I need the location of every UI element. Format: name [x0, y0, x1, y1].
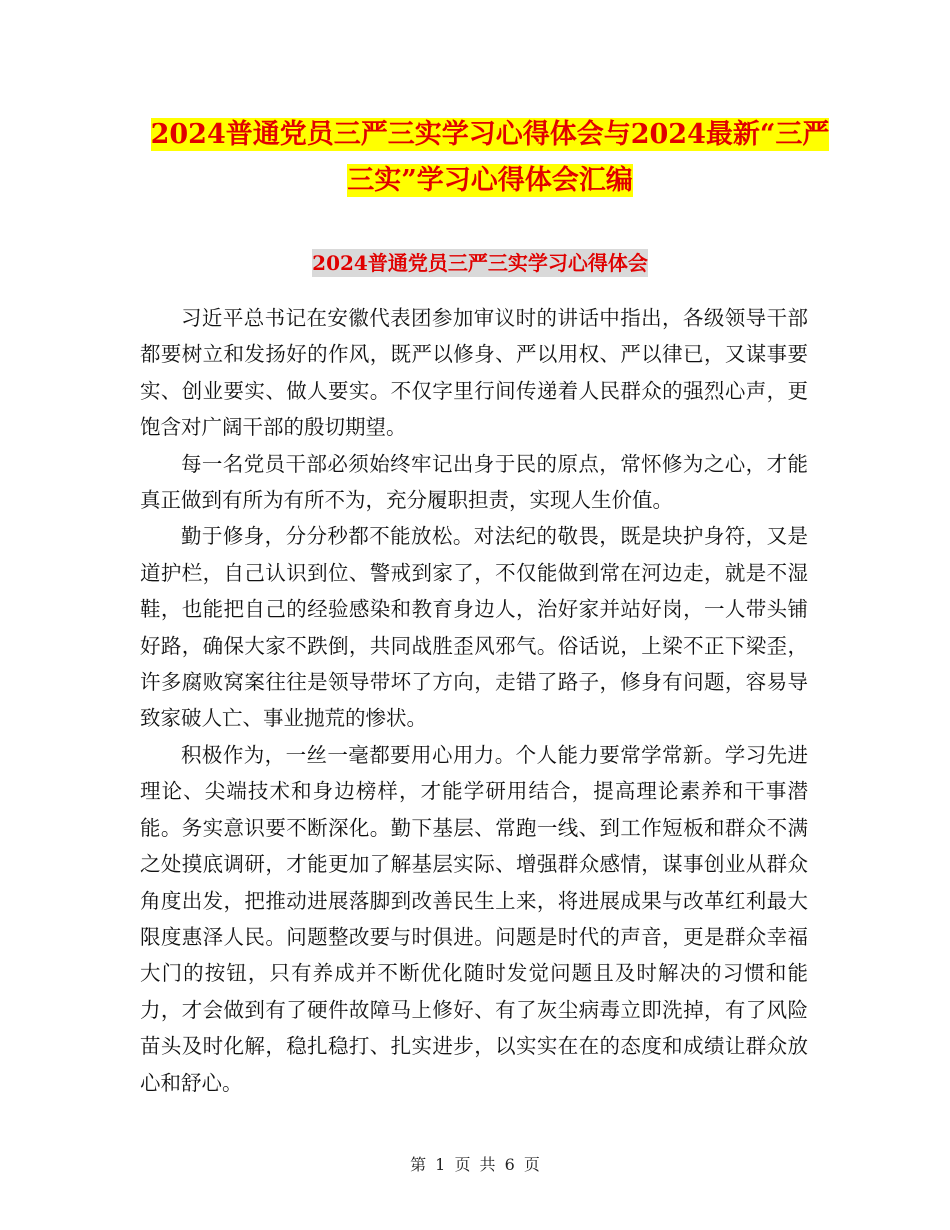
document-title	[140, 112, 840, 204]
document-title-text: 2024普通党员三严三实学习心得体会与2024最新“三严三实”学习心得体会汇编	[150, 119, 830, 196]
paragraph: 积极作为，一丝一毫都要用心用力。个人能力要常学常新。学习先进理论、尖端技术和身边榜样，才能学研用结合，提高理论素养和干事潜能。务实意识要不断深化。勤下基层、常跑一线、到工作短板和群众不满之处摸底调研，才能更加了解基层实际、增强群众感情，谋事创业从群众角度出发，把推动进展落脚到改善民生上来，将进展成果与改革红利最大限度惠泽人民。问题整改要与时俱进。问题是时代的声音，更是群众幸福大门的按钮，只有养成并不断优化随时发觉问题且及时解决的习惯和能力，才会做到有了硬件故障马上修好、有了灰尘病毒立即洗掉，有了风险苗头及时化解，稳扎稳打、扎实进步，以实实在在的态度和成绩让群众放心和舒心。	[140, 742, 808, 1095]
section-title	[140, 248, 820, 278]
paragraph: 勤于修身，分分秒都不能放松。对法纪的敬畏，既是块护身符，又是道护栏，自己认识到位、警戒到家了，不仅能做到常在河边走，就是不湿鞋，也能把自己的经验感染和教育身边人，治好家并站好岗，一人带头铺好路，确保大家不跌倒，共同战胜歪风邪气。俗话说，上梁不正下梁歪，许多腐败窝案往往是领导带坏了方向，走错了路子，修身有问题，容易导致家破人亡、事业抛荒的惨状。	[140, 524, 808, 731]
page-footer: 第 1 页 共 6 页	[410, 1155, 540, 1174]
paragraph: 每一名党员干部必须始终牢记出身于民的原点，常怀修为之心，才能真正做到有所为有所不为，充分履职担责，实现人生价值。	[140, 451, 808, 513]
section-title-text: 2024普通党员三严三实学习心得体会	[312, 251, 648, 275]
paragraph: 习近平总书记在安徽代表团参加审议时的讲话中指出，各级领导干部都要树立和发扬好的作风，既严以修身、严以用权、严以律已，又谋事要实、创业要实、做人要实。不仅字里行间传递着人民群众的强烈心声，更饱含对广阔干部的殷切期望。	[140, 306, 808, 440]
document-body	[140, 300, 808, 1101]
